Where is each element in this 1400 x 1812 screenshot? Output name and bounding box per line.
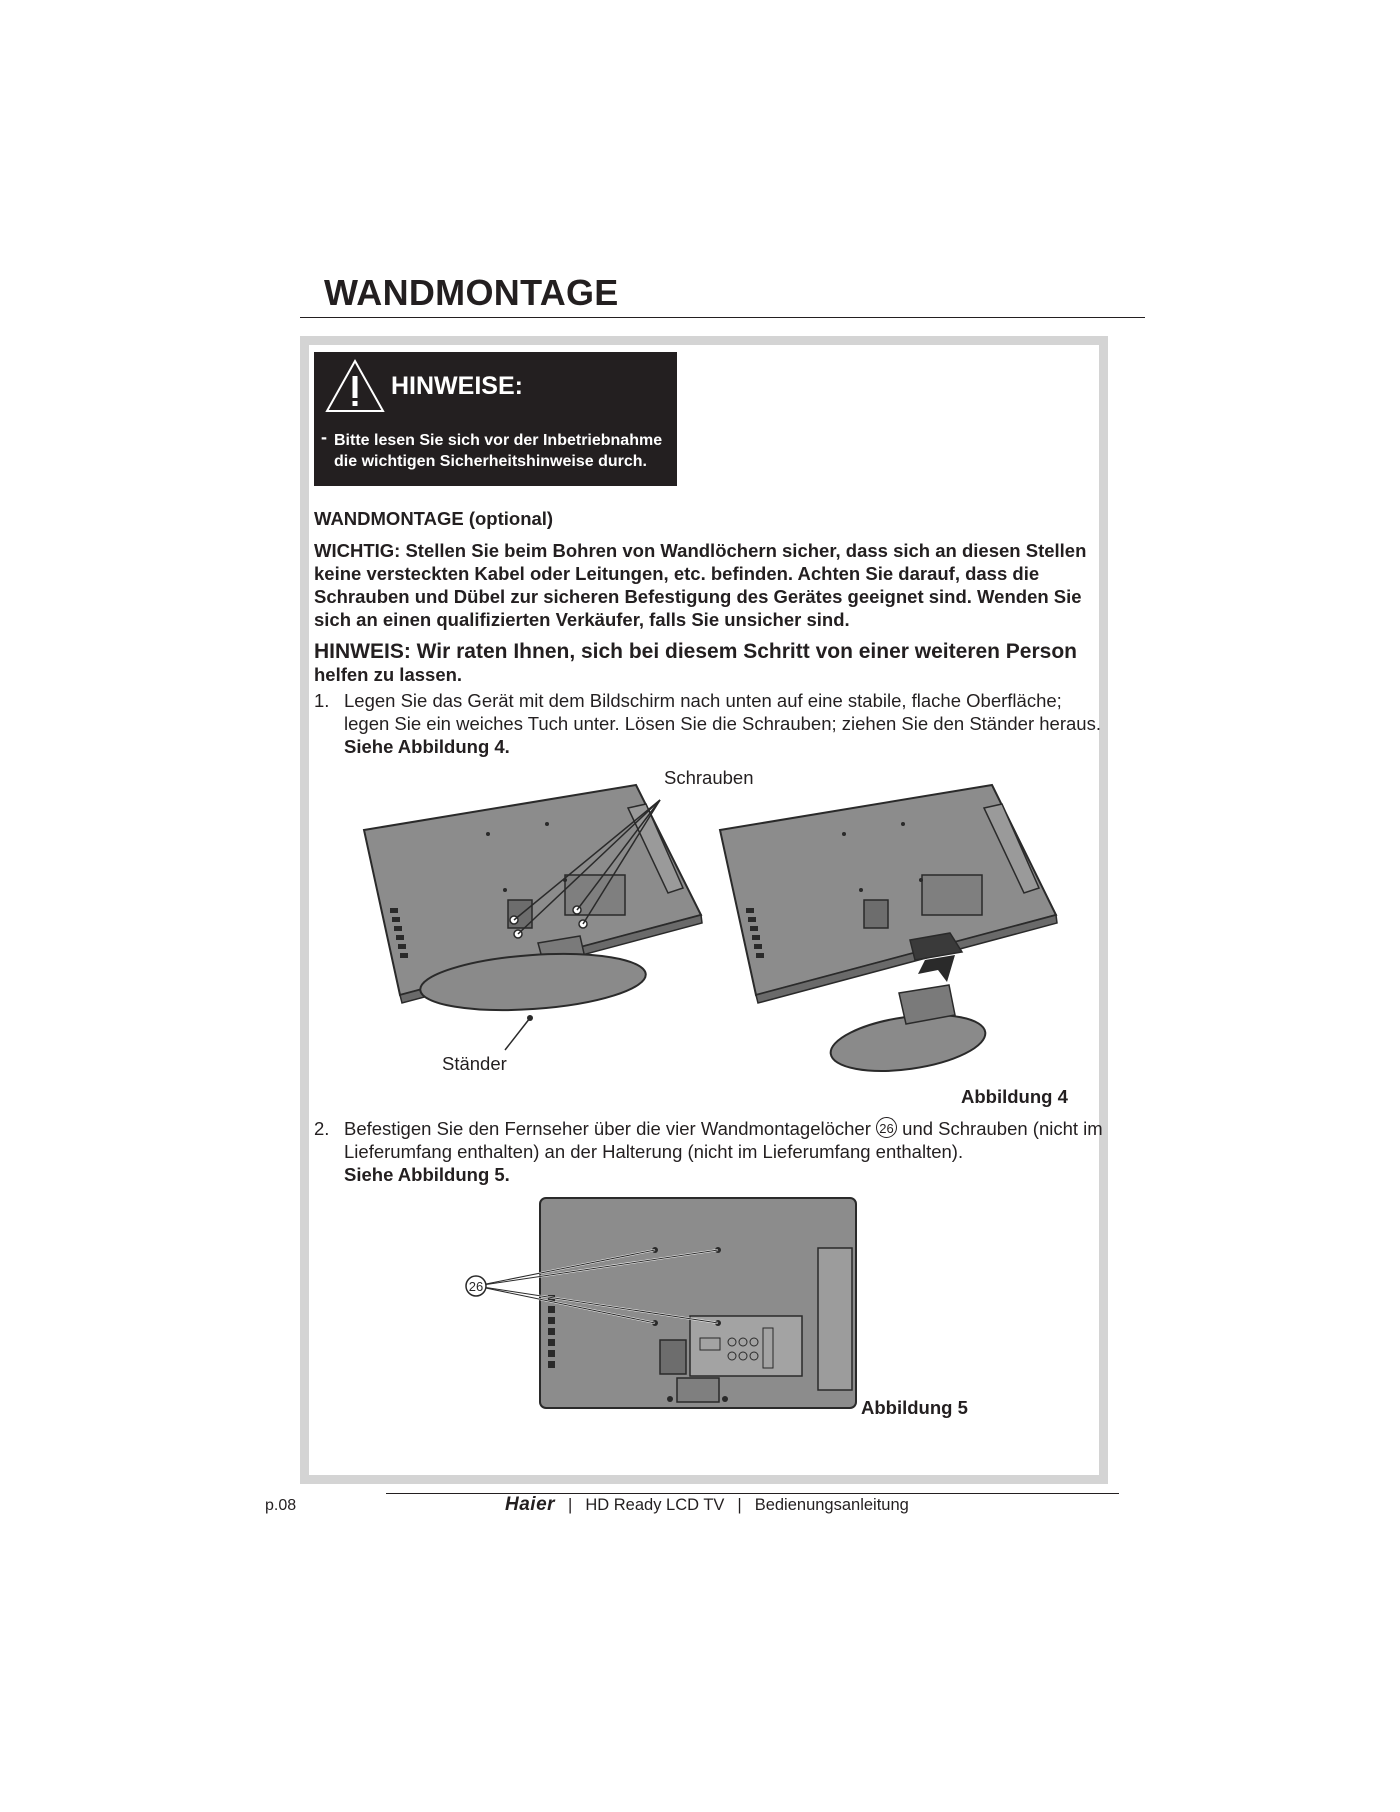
section-title: WANDMONTAGE (optional)	[314, 508, 554, 529]
screws-label: Schrauben	[664, 767, 754, 788]
step-text: Legen Sie das Gerät mit dem Bildschirm nach unten auf eine stabile, flache Oberfläche; legen Sie ein weiches Tuch unter. Lösen Sie die Schrauben; ziehen Sie den Ständer heraus. Siehe Abbildung 4.	[344, 690, 1101, 757]
step-number: 2.	[314, 1118, 330, 1139]
warning-triangle-icon	[324, 358, 386, 414]
tv-back-right	[720, 785, 1057, 1080]
callout-marker: 26	[468, 1279, 484, 1294]
page-title: WANDMONTAGE	[324, 272, 619, 313]
brand-logo: Haier	[505, 1494, 556, 1515]
figure-4-illustration	[350, 760, 1070, 1090]
hint-continuation: helfen zu lassen.	[314, 664, 463, 685]
footer-separator: |	[568, 1496, 573, 1514]
step-number: 1.	[314, 690, 330, 711]
document-type: Bedienungsanleitung	[754, 1496, 909, 1514]
step-text: Befestigen Sie den Fernseher über die vier Wandmontagelöcher 26 und Schrauben (nicht im Lieferumfang enthalten) an der Halterung (nicht im Lieferumfang enthalten). Siehe Abbildung 5.	[344, 1118, 1103, 1185]
safety-notice-box	[314, 352, 677, 486]
figure-reference: Siehe Abbildung 4.	[344, 736, 510, 757]
figure-reference: Siehe Abbildung 5.	[344, 1164, 510, 1185]
callout-marker: 26	[876, 1117, 897, 1138]
footer	[505, 1494, 909, 1516]
notice-title: HINWEISE:	[391, 372, 523, 400]
figure-4-caption: Abbildung 4	[961, 1086, 1068, 1107]
important-warning: WICHTIG: Stellen Sie beim Bohren von Wandlöchern sicher, dass sich an diesen Stellen keine versteckten Kabel oder Leitungen, etc. befinden. Achten Sie darauf, dass die Schrauben und Dübel zur sicheren Befestigung des Gerätes geeignet sind. Wenden Sie sich an einen qualifizierten Verkäufer, falls Sie unsicher sind.	[314, 540, 1087, 630]
tv-back-left	[364, 785, 702, 1017]
hint-heading: HINWEIS: Wir raten Ihnen, sich bei diesem Schritt von einer weiteren Person	[314, 640, 1077, 663]
stand-label: Ständer	[442, 1053, 507, 1074]
figure-5-illustration	[455, 1190, 875, 1415]
title-divider	[300, 317, 1145, 318]
page-number: p.08	[265, 1497, 297, 1514]
footer-separator: |	[737, 1496, 742, 1514]
figure-5-caption: Abbildung 5	[861, 1397, 968, 1418]
notice-text: Bitte lesen Sie sich vor der Inbetriebnahme die wichtigen Sicherheitshinweise durch.	[334, 432, 663, 470]
product-name: HD Ready LCD TV	[585, 1496, 725, 1514]
notice-bullet: -	[321, 427, 327, 447]
